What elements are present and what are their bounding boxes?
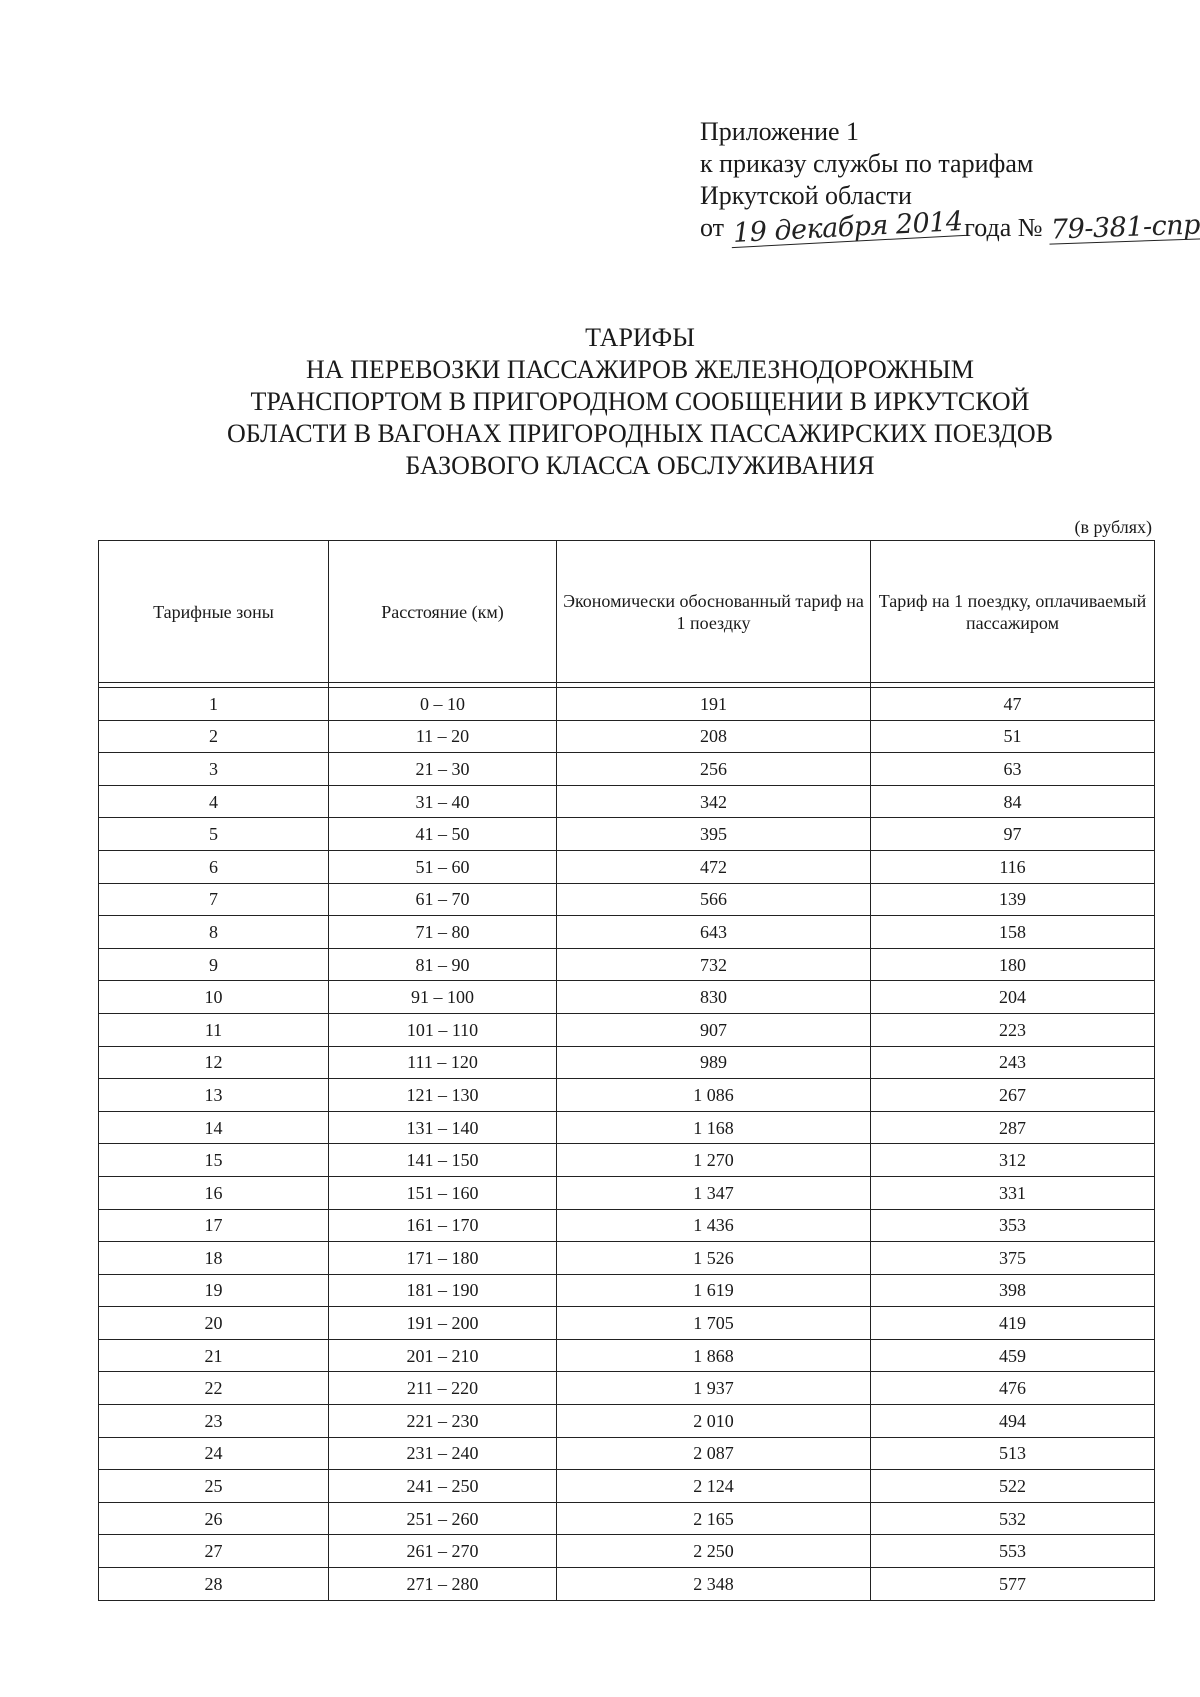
cell-passenger-tariff: 522 [871,1470,1155,1503]
header-economic-tariff: Экономически обоснованный тариф на 1 поездку [557,541,871,683]
cell-zone: 22 [99,1372,329,1405]
cell-passenger-tariff: 267 [871,1079,1155,1112]
cell-zone: 23 [99,1405,329,1438]
cell-zone: 15 [99,1144,329,1177]
cell-economic-tariff: 566 [557,883,871,916]
cell-passenger-tariff: 353 [871,1209,1155,1242]
cell-economic-tariff: 256 [557,753,871,786]
cell-passenger-tariff: 553 [871,1535,1155,1568]
cell-passenger-tariff: 375 [871,1242,1155,1275]
cell-economic-tariff: 732 [557,948,871,981]
cell-distance: 151 – 160 [329,1176,557,1209]
cell-economic-tariff: 1 168 [557,1111,871,1144]
table-row [99,753,1155,786]
document-title [200,322,1080,482]
table-row [99,981,1155,1014]
cell-economic-tariff: 1 526 [557,1242,871,1275]
cell-passenger-tariff: 476 [871,1372,1155,1405]
cell-passenger-tariff: 116 [871,850,1155,883]
cell-zone: 4 [99,785,329,818]
header-passenger-tariff: Тариф на 1 поездку, оплачиваемый пассажиром [871,541,1155,683]
cell-passenger-tariff: 63 [871,753,1155,786]
cell-passenger-tariff: 494 [871,1405,1155,1438]
cell-distance: 191 – 200 [329,1307,557,1340]
cell-distance: 251 – 260 [329,1502,557,1535]
cell-economic-tariff: 830 [557,981,871,1014]
table-row [99,1111,1155,1144]
cell-zone: 7 [99,883,329,916]
cell-distance: 141 – 150 [329,1144,557,1177]
cell-distance: 111 – 120 [329,1046,557,1079]
cell-distance: 131 – 140 [329,1111,557,1144]
table-row [99,1535,1155,1568]
cell-distance: 71 – 80 [329,916,557,949]
cell-economic-tariff: 2 348 [557,1568,871,1601]
cell-zone: 5 [99,818,329,851]
table-row [99,1405,1155,1438]
cell-distance: 161 – 170 [329,1209,557,1242]
cell-passenger-tariff: 287 [871,1111,1155,1144]
cell-distance: 171 – 180 [329,1242,557,1275]
title-line-3: ТРАНСПОРТОМ В ПРИГОРОДНОМ СООБЩЕНИИ В ИРКУТСКОЙ [250,387,1030,416]
header-distance: Расстояние (км) [329,541,557,683]
cell-economic-tariff: 1 436 [557,1209,871,1242]
cell-zone: 14 [99,1111,329,1144]
appendix-line-4 [700,206,1200,249]
table-row [99,1176,1155,1209]
table-row [99,1307,1155,1340]
cell-distance: 261 – 270 [329,1535,557,1568]
cell-distance: 51 – 60 [329,850,557,883]
table-row [99,948,1155,981]
cell-passenger-tariff: 532 [871,1502,1155,1535]
cell-distance: 231 – 240 [329,1437,557,1470]
appendix-goda-no: года № [964,213,1043,242]
cell-zone: 1 [99,688,329,721]
table-row [99,1502,1155,1535]
table-row [99,1013,1155,1046]
tariff-table-header [99,541,1155,683]
table-row [99,1339,1155,1372]
cell-zone: 18 [99,1242,329,1275]
handwritten-date: 19 декабря 2014 [731,206,963,249]
cell-zone: 17 [99,1209,329,1242]
cell-distance: 31 – 40 [329,785,557,818]
cell-distance: 21 – 30 [329,753,557,786]
appendix-line-1: Приложение 1 [700,117,860,146]
cell-distance: 81 – 90 [329,948,557,981]
cell-zone: 20 [99,1307,329,1340]
cell-economic-tariff: 1 705 [557,1307,871,1340]
cell-economic-tariff: 395 [557,818,871,851]
appendix-header [700,116,1200,249]
cell-economic-tariff: 1 619 [557,1274,871,1307]
cell-economic-tariff: 1 347 [557,1176,871,1209]
unit-note: (в рублях) [1074,517,1152,537]
cell-passenger-tariff: 243 [871,1046,1155,1079]
cell-zone: 19 [99,1274,329,1307]
table-row [99,1242,1155,1275]
header-tariff-zones: Тарифные зоны [99,541,329,683]
title-line-1: ТАРИФЫ [585,323,695,352]
table-row [99,1372,1155,1405]
cell-zone: 6 [99,850,329,883]
cell-economic-tariff: 643 [557,916,871,949]
cell-distance: 41 – 50 [329,818,557,851]
table-row [99,818,1155,851]
cell-zone: 28 [99,1568,329,1601]
cell-zone: 11 [99,1013,329,1046]
cell-distance: 101 – 110 [329,1013,557,1046]
cell-distance: 61 – 70 [329,883,557,916]
cell-economic-tariff: 1 270 [557,1144,871,1177]
handwritten-order-number: 79-381-спр [1049,212,1200,244]
table-row [99,720,1155,753]
cell-passenger-tariff: 139 [871,883,1155,916]
tariff-table-body [99,683,1155,1601]
cell-passenger-tariff: 398 [871,1274,1155,1307]
cell-economic-tariff: 1 086 [557,1079,871,1112]
cell-passenger-tariff: 331 [871,1176,1155,1209]
cell-passenger-tariff: 204 [871,981,1155,1014]
cell-economic-tariff: 989 [557,1046,871,1079]
cell-zone: 2 [99,720,329,753]
cell-zone: 27 [99,1535,329,1568]
cell-distance: 91 – 100 [329,981,557,1014]
table-row [99,1144,1155,1177]
table-row [99,916,1155,949]
tariff-table [98,540,1155,1601]
cell-distance: 271 – 280 [329,1568,557,1601]
cell-zone: 26 [99,1502,329,1535]
cell-economic-tariff: 907 [557,1013,871,1046]
cell-passenger-tariff: 84 [871,785,1155,818]
table-row [99,1274,1155,1307]
cell-zone: 24 [99,1437,329,1470]
cell-zone: 10 [99,981,329,1014]
cell-passenger-tariff: 223 [871,1013,1155,1046]
cell-passenger-tariff: 51 [871,720,1155,753]
cell-zone: 12 [99,1046,329,1079]
table-row [99,688,1155,721]
cell-economic-tariff: 2 165 [557,1502,871,1535]
cell-economic-tariff: 1 937 [557,1372,871,1405]
cell-economic-tariff: 2 010 [557,1405,871,1438]
cell-passenger-tariff: 180 [871,948,1155,981]
cell-zone: 21 [99,1339,329,1372]
cell-economic-tariff: 1 868 [557,1339,871,1372]
cell-distance: 211 – 220 [329,1372,557,1405]
cell-zone: 9 [99,948,329,981]
appendix-line-3: Иркутской области [700,181,912,210]
cell-passenger-tariff: 158 [871,916,1155,949]
cell-passenger-tariff: 97 [871,818,1155,851]
cell-distance: 201 – 210 [329,1339,557,1372]
cell-zone: 13 [99,1079,329,1112]
table-row [99,1046,1155,1079]
cell-distance: 241 – 250 [329,1470,557,1503]
cell-economic-tariff: 2 124 [557,1470,871,1503]
table-row [99,1079,1155,1112]
cell-passenger-tariff: 577 [871,1568,1155,1601]
cell-zone: 25 [99,1470,329,1503]
cell-zone: 8 [99,916,329,949]
cell-economic-tariff: 472 [557,850,871,883]
cell-passenger-tariff: 513 [871,1437,1155,1470]
cell-zone: 16 [99,1176,329,1209]
title-line-5: БАЗОВОГО КЛАССА ОБСЛУЖИВАНИЯ [405,451,875,480]
cell-distance: 221 – 230 [329,1405,557,1438]
table-row [99,850,1155,883]
table-row [99,1209,1155,1242]
table-row [99,785,1155,818]
cell-economic-tariff: 2 087 [557,1437,871,1470]
cell-distance: 0 – 10 [329,688,557,721]
cell-passenger-tariff: 47 [871,688,1155,721]
cell-distance: 11 – 20 [329,720,557,753]
cell-economic-tariff: 342 [557,785,871,818]
cell-passenger-tariff: 312 [871,1144,1155,1177]
appendix-ot: от [700,213,725,242]
table-row [99,1437,1155,1470]
title-line-4: ОБЛАСТИ В ВАГОНАХ ПРИГОРОДНЫХ ПАССАЖИРСКИХ ПОЕЗДОВ [227,419,1053,448]
cell-passenger-tariff: 419 [871,1307,1155,1340]
cell-economic-tariff: 191 [557,688,871,721]
cell-distance: 181 – 190 [329,1274,557,1307]
cell-distance: 121 – 130 [329,1079,557,1112]
table-row [99,1568,1155,1601]
appendix-line-2: к приказу службы по тарифам [700,149,1034,178]
cell-passenger-tariff: 459 [871,1339,1155,1372]
cell-zone: 3 [99,753,329,786]
title-line-2: НА ПЕРЕВОЗКИ ПАССАЖИРОВ ЖЕЛЕЗНОДОРОЖНЫМ [306,355,974,384]
cell-economic-tariff: 2 250 [557,1535,871,1568]
cell-economic-tariff: 208 [557,720,871,753]
table-row [99,883,1155,916]
table-row [99,1470,1155,1503]
